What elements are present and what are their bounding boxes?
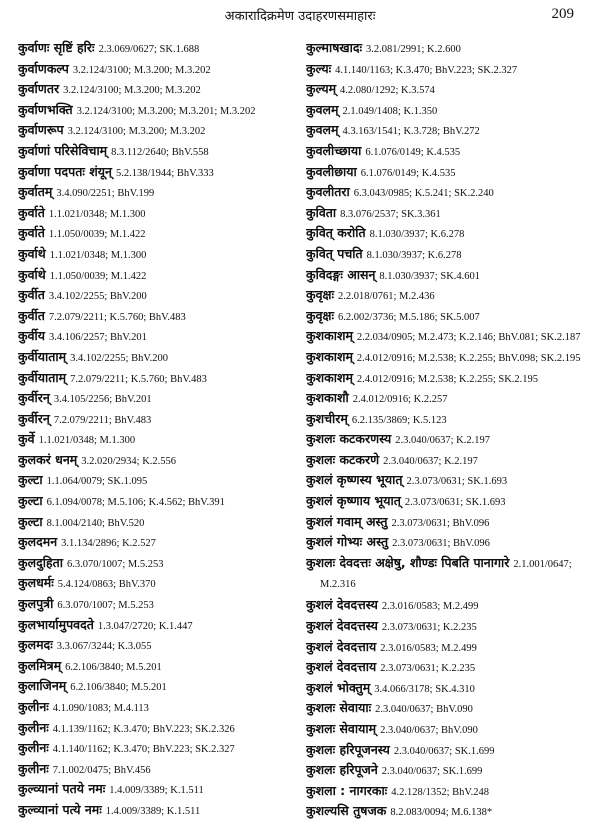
entry-headword: कुल्टा <box>18 493 43 509</box>
index-entry <box>18 429 318 450</box>
entry-reference: 6.3.070/1007; M.5.253 <box>57 600 154 612</box>
entry-reference: 3.4.066/3178; SK.4.310 <box>374 683 475 695</box>
entry-reference: 6.1.076/0149; K.4.535 <box>365 146 461 158</box>
index-entry <box>306 120 600 141</box>
index-entry <box>18 368 318 389</box>
index-entry <box>18 800 318 821</box>
entry-headword: कुशलः कटकरणस्य <box>306 431 392 447</box>
index-entry <box>18 38 318 59</box>
entry-headword: कुल्माषखादः <box>306 40 363 55</box>
entry-headword: कुर्वाणकल्प <box>18 60 69 76</box>
entry-headword: कुर्वाते <box>18 225 45 241</box>
index-entry <box>306 141 600 162</box>
entry-reference: 8.3.112/2640; BhV.558 <box>111 146 209 158</box>
entry-reference: 3.1.134/2896; K.2.527 <box>61 538 156 550</box>
index-entry <box>306 450 600 471</box>
entry-reference: 1.1.050/0039; M.1.422 <box>48 229 146 241</box>
index-entry <box>18 244 318 265</box>
entry-headword: कुविता <box>306 204 337 220</box>
entry-headword: कुवलीतरा <box>306 184 350 200</box>
entry-reference: 2.3.073/0631; BhV.096 <box>391 517 490 529</box>
index-entry <box>306 38 600 59</box>
entry-reference: 6.2.106/3840; M.5.201 <box>65 661 162 673</box>
entry-headword: कुशलं देवदत्तस्य <box>306 618 378 634</box>
entry-reference: 5.4.124/0863; BhV.370 <box>57 579 156 591</box>
entry-reference: 6.2.002/3736; M.5.186; SK.5.007 <box>338 311 480 323</box>
entry-headword: कुलपुत्री <box>18 596 54 612</box>
index-entry <box>306 79 600 100</box>
entry-reference: 8.1.004/2140; BhV.520 <box>46 517 145 529</box>
index-entry <box>306 491 600 512</box>
entry-reference: 2.1.049/1408; K.1.350 <box>342 105 438 117</box>
entry-reference: 3.2.081/2991; K.2.600 <box>366 44 461 55</box>
index-entry <box>18 306 318 327</box>
entry-headword: कुर्वाथे <box>18 245 46 261</box>
entry-headword: कुशलं कृष्णाय भूयात् <box>306 493 401 509</box>
entry-headword: कुवलम् <box>306 122 339 138</box>
entry-headword: कुर्वीत <box>18 287 45 303</box>
entry-reference: 4.3.163/1541; K.3.728; BhV.272 <box>342 126 480 138</box>
index-entry <box>18 120 318 141</box>
index-entry <box>18 265 318 286</box>
entry-headword: कुलमदः <box>18 637 53 653</box>
running-title: अकारादिक्रमेण उदाहरणसमाहारः <box>224 9 376 24</box>
index-entry <box>18 450 318 471</box>
entry-reference: 1.1.064/0079; SK.1.095 <box>46 476 148 488</box>
entry-headword: कुशलः कटकरणे <box>306 451 380 467</box>
index-entry <box>306 595 600 616</box>
entry-reference: 2.3.040/0637; SK.1.699 <box>393 745 495 757</box>
entry-reference: 1.1.050/0039; M.1.422 <box>49 270 147 282</box>
entry-reference: 3.2.124/3100; M.3.200; M.3.202 <box>63 85 201 97</box>
entry-reference: 4.1.139/1162; K.3.470; BhV.223; SK.2.326 <box>52 723 235 735</box>
entry-headword: कुर्वीयाताम् <box>18 369 67 385</box>
index-entry <box>306 512 600 533</box>
right-column <box>306 38 600 822</box>
index-entry <box>18 779 318 800</box>
entry-reference: 6.2.135/3869; K.5.123 <box>351 414 447 426</box>
entry-headword: कुलकरं धनम् <box>18 451 78 467</box>
entry-reference: 2.3.073/0631; SK.1.693 <box>404 497 506 509</box>
index-entry <box>18 100 318 121</box>
index-entry <box>306 388 600 409</box>
entry-reference: 2.4.012/0916; M.2.538; K.2.255; SK.2.195 <box>356 373 539 385</box>
entry-headword: कुर्वाणतर <box>18 81 60 97</box>
entry-reference: 7.2.079/2211; K.5.760; BhV.483 <box>70 373 207 385</box>
entry-headword: कुलीनः <box>18 760 49 776</box>
entry-headword: कुर्वीयाताम् <box>18 348 67 364</box>
entry-headword: कुलमित्रम् <box>18 657 62 673</box>
index-entry <box>306 553 600 596</box>
index-entry <box>18 162 318 183</box>
entry-reference: 8.1.030/3937; K.6.278 <box>369 229 465 241</box>
index-entry <box>306 306 600 327</box>
entry-reference: 2.3.073/0631; SK.1.693 <box>406 476 508 488</box>
index-entry <box>18 470 318 491</box>
entry-headword: कुर्वाथे <box>18 266 46 282</box>
index-entry <box>306 59 600 80</box>
entry-headword: कुल्व्यानां पत्ये नमः <box>18 801 102 817</box>
index-entry <box>18 656 318 677</box>
index-entry <box>306 616 600 637</box>
entry-headword: कुशलः हरिपूजने <box>306 762 378 778</box>
entry-reference: 4.1.140/1162; K.3.470; BhV.223; SK.2.327 <box>52 744 235 756</box>
entry-reference: 5.2.138/1944; BhV.333 <box>115 167 214 179</box>
index-entry <box>18 388 318 409</box>
entry-headword: कुल्यः <box>306 60 332 76</box>
entry-headword: कुर्वातम् <box>18 184 53 200</box>
entry-reference: 6.1.076/0149; K.4.535 <box>360 167 456 179</box>
index-entry <box>306 409 600 430</box>
index-entry <box>18 347 318 368</box>
entry-headword: कुशलं देवदत्ताय <box>306 638 377 654</box>
entry-headword: कुर्वीरन् <box>18 410 50 426</box>
index-entry <box>306 781 600 802</box>
entry-headword: कुशकाशम् <box>306 328 353 344</box>
entry-headword: कुलधर्मः <box>18 575 54 591</box>
index-entry <box>306 678 600 699</box>
entry-reference: 6.3.070/1007; M.5.253 <box>66 558 164 570</box>
entry-headword: कुर्वीरन् <box>18 390 50 406</box>
entry-headword: कुविदङ्गः आसन् <box>306 266 376 282</box>
entry-headword: कुर्वाणां परिसेविचाम् <box>18 142 108 158</box>
entry-headword: कुर्वाणरूप <box>18 122 64 138</box>
index-entry <box>306 637 600 658</box>
entry-reference: 3.4.106/2257; BhV.201 <box>49 332 147 344</box>
index-entry <box>306 429 600 450</box>
entry-headword: कुशलः सेवायाः <box>306 700 372 716</box>
entry-reference: 2.3.069/0627; SK.1.688 <box>98 44 200 55</box>
index-entry <box>306 801 600 822</box>
entry-reference: 2.3.040/0637; K.2.197 <box>383 455 478 467</box>
index-entry <box>18 141 318 162</box>
entry-reference: 2.3.073/0631; BhV.096 <box>392 538 490 550</box>
entry-reference: 2.3.040/0637; BhV.090 <box>375 704 473 716</box>
index-entry <box>306 265 600 286</box>
entry-reference: 3.2.124/3100; M.3.200; M.3.202 <box>67 126 206 138</box>
entry-headword: कुशला : नागरकाः <box>306 782 388 798</box>
index-entry <box>306 223 600 244</box>
entry-headword: कुल्टा <box>18 472 43 488</box>
entry-headword: कुल्व्यानां पतये नमः <box>18 781 106 797</box>
entry-headword: कुलीनः <box>18 740 49 756</box>
entry-reference: 3.3.067/3244; K.3.055 <box>56 641 152 653</box>
entry-headword: कुर्वीय <box>18 328 46 344</box>
index-entry <box>18 59 318 80</box>
entry-headword: कुल्यम् <box>306 81 337 97</box>
entry-headword: कुर्वाते <box>18 204 45 220</box>
entry-reference: 7.1.002/0475; BhV.456 <box>52 764 151 776</box>
entry-reference: 3.4.090/2251; BhV.199 <box>56 188 155 200</box>
entry-headword: कुशलं भोक्तुम् <box>306 679 371 695</box>
index-entry <box>306 203 600 224</box>
entry-reference: 1.4.009/3389; K.1.511 <box>105 805 201 817</box>
entry-reference: 2.3.040/0637; K.2.197 <box>395 435 491 447</box>
index-entry <box>18 79 318 100</box>
entry-reference: 1.3.047/2720; K.1.447 <box>97 620 193 632</box>
entry-headword: कुलभार्यामुपवदते <box>18 616 94 632</box>
index-entry <box>306 347 600 368</box>
entry-headword: कुवलीच्छाया <box>306 142 362 158</box>
entry-reference: 3.4.102/2255; BhV.200 <box>70 352 168 364</box>
index-entry <box>18 697 318 718</box>
entry-headword: कुशकाशम् <box>306 348 353 364</box>
index-entry <box>18 491 318 512</box>
entry-reference: 3.4.105/2256; BhV.201 <box>53 394 152 406</box>
index-entry <box>18 553 318 574</box>
entry-reference: 2.3.040/0637; SK.1.699 <box>381 766 483 778</box>
index-entry <box>18 326 318 347</box>
entry-reference: 3.2.020/2934; K.2.556 <box>81 455 177 467</box>
entry-reference: 4.1.090/1083; M.4.113 <box>52 703 149 714</box>
index-entry <box>306 326 600 347</box>
entry-headword: कुर्वीत <box>18 307 45 323</box>
index-entry <box>18 409 318 430</box>
index-entry <box>306 657 600 678</box>
entry-reference: 2.3.016/0583; M.2.499 <box>381 601 479 613</box>
entry-headword: कुल्टा <box>18 513 43 529</box>
entry-headword: कुवित् करोति <box>306 225 366 241</box>
index-entry <box>18 223 318 244</box>
entry-headword: कुर्वाणा पदपतः शंयून् <box>18 163 112 179</box>
entry-reference: 2.3.073/0631; K.2.235 <box>381 622 477 634</box>
entry-headword: कुर्वे <box>18 431 35 447</box>
index-entry <box>18 615 318 636</box>
entry-headword: कुलदमन <box>18 534 58 550</box>
entry-reference: 6.2.106/3840; M.5.201 <box>70 682 167 694</box>
entry-reference: 2.1.001/0647; <box>513 558 572 570</box>
entry-headword: कुशकाशौ <box>306 390 349 406</box>
entry-reference: 1.1.021/0348; M.1.300 <box>48 208 146 220</box>
entry-headword: कुवृक्षः <box>306 307 335 323</box>
entry-headword: कुवित् पचति <box>306 245 363 261</box>
entry-reference: 6.3.043/0985; K.5.241; SK.2.240 <box>353 188 494 200</box>
entry-headword: कुशलः देवदत्तः अक्षेषु, शौण्डः पिबति पानागारे <box>306 554 510 570</box>
index-entry <box>306 100 600 121</box>
page-number: 209 <box>551 6 574 22</box>
entry-reference: 1.4.009/3389; K.1.511 <box>109 785 204 797</box>
entry-reference: 2.4.012/0916; M.2.538; K.2.255; BhV.098; SK.2.195 <box>356 352 581 364</box>
index-entry <box>18 203 318 224</box>
entry-reference: 2.4.012/0916; K.2.257 <box>352 394 448 406</box>
index-entry <box>306 368 600 389</box>
entry-headword: कुशकाशम् <box>306 369 353 385</box>
index-entry <box>18 718 318 739</box>
index-entry <box>306 719 600 740</box>
entry-reference: 3.2.124/3100; M.3.200; M.3.202 <box>72 64 211 76</box>
index-entry <box>306 760 600 781</box>
entry-reference: 8.2.083/0094; M.6.138* <box>390 807 493 819</box>
index-entry <box>306 698 600 719</box>
index-entry <box>18 573 318 594</box>
entry-headword: कुवलम् <box>306 101 339 117</box>
entry-headword: कुशलं गवाम् अस्तु <box>306 513 388 529</box>
entry-reference: 8.3.076/2537; SK.3.361 <box>340 208 441 220</box>
index-entry <box>306 532 600 553</box>
index-entry <box>18 182 318 203</box>
entry-reference: 8.1.030/3937; K.6.278 <box>366 249 462 261</box>
entry-headword: कुशल्यसि तुषजक <box>306 803 387 819</box>
entry-headword: कुलीनः <box>18 699 49 714</box>
entry-reference: 2.3.040/0637; BhV.090 <box>380 725 478 736</box>
index-entry <box>306 470 600 491</box>
entry-reference: 1.1.021/0348; M.1.300 <box>49 249 147 261</box>
entry-headword: कुशलं देवदत्ताय <box>306 659 377 675</box>
entry-reference: 4.2.128/1352; BhV.248 <box>391 786 490 798</box>
entry-headword: कुशलः हरिपूजनस्य <box>306 741 390 757</box>
index-entry <box>306 244 600 265</box>
index-entry <box>306 740 600 761</box>
entry-reference: 3.2.124/3100; M.3.200; M.3.201; M.3.202 <box>76 105 256 117</box>
index-entry <box>18 759 318 780</box>
entry-headword: कुशलः सेवायाम् <box>306 721 377 736</box>
index-entry <box>18 512 318 533</box>
entry-headword: कुशचीरम् <box>306 410 348 426</box>
entry-reference: 2.3.073/0631; K.2.235 <box>380 663 476 675</box>
entry-reference: 6.1.094/0078; M.5.106; K.4.562; BhV.391 <box>46 497 225 509</box>
entry-headword: कुशलं देवदत्तस्य <box>306 597 378 613</box>
entry-reference: 2.2.018/0761; M.2.436 <box>338 291 435 303</box>
entry-reference: 1.1.021/0348; M.1.300 <box>38 435 136 447</box>
index-entry <box>18 532 318 553</box>
entry-headword: कुशलं कृष्णस्य भूयात् <box>306 472 403 488</box>
entry-headword: कुलीनः <box>18 719 49 735</box>
index-entry <box>18 285 318 306</box>
index-entry <box>306 162 600 183</box>
entry-headword: कुर्वाणः सृष्टिं हरिः <box>18 40 95 55</box>
index-entry <box>18 738 318 759</box>
entry-reference: 7.2.079/2211; K.5.760; BhV.483 <box>48 311 186 323</box>
index-entry <box>18 594 318 615</box>
entry-reference: 8.1.030/3937; SK.4.601 <box>379 270 481 282</box>
running-header <box>0 0 600 28</box>
entry-headword: कुवलीछाया <box>306 163 357 179</box>
entry-headword: कुलाजिनम् <box>18 678 67 694</box>
entry-reference: 2.3.016/0583; M.2.499 <box>380 642 477 654</box>
entry-reference-continued: M.2.316 <box>320 579 356 591</box>
index-entry <box>18 635 318 656</box>
entry-reference: 4.1.140/1163; K.3.470; BhV.223; SK.2.327 <box>335 64 518 76</box>
entry-reference: 2.2.034/0905; M.2.473; K.2.146; BhV.081; SK.2.187 <box>356 332 581 344</box>
index-entry <box>18 676 318 697</box>
entry-headword: कुवृक्षः <box>306 287 335 303</box>
entry-reference: 3.4.102/2255; BhV.200 <box>48 291 147 303</box>
entry-headword: कुलदुहिता <box>18 554 63 570</box>
index-entry <box>306 285 600 306</box>
entry-headword: कुर्वाणभक्ति <box>18 101 73 117</box>
left-column <box>18 38 318 821</box>
entry-headword: कुशलं गोभ्यः अस्तु <box>306 534 389 550</box>
entry-reference: 7.2.079/2211; BhV.483 <box>53 414 152 426</box>
index-entry <box>306 182 600 203</box>
entry-reference: 4.2.080/1292; K.3.574 <box>340 85 435 97</box>
